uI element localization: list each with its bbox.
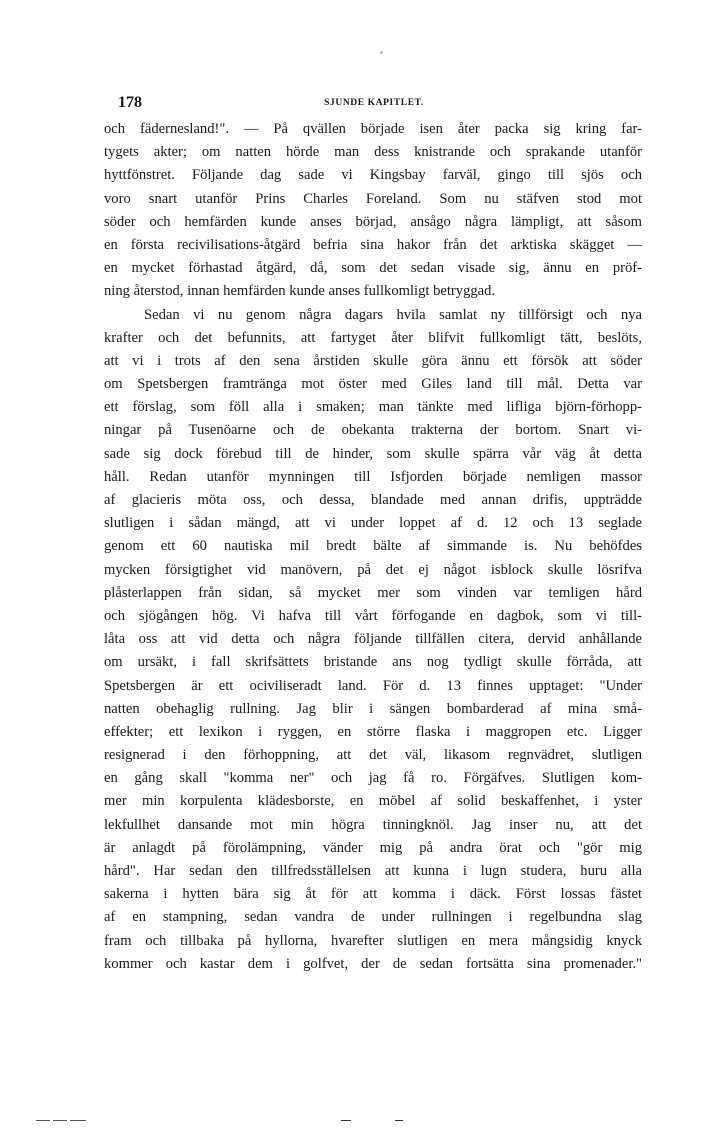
text-line: genom ett 60 nautiska mil bredt bälte af simmande is. Nu behöfdes — [104, 538, 642, 555]
scan-mark — [70, 1120, 86, 1121]
page-number: 178 — [118, 94, 142, 111]
ink-speck — [380, 51, 383, 54]
text-line: ning återstod, innan hemfärden kunde anses fullkomligt betryggad. — [104, 283, 496, 300]
text-line: tygets akter; om natten hörde man dess knistrande och sprakande utanför — [104, 144, 642, 161]
text-line: plåsterlappen från sidan, så mycket mer som vinden var temligen hård — [104, 584, 642, 601]
text-line: natten obehaglig rullning. Jag blir i sängen bombarderad af mina små- — [104, 700, 642, 717]
chapter-title: SJUNDE KAPITLET. — [324, 98, 424, 108]
text-line: af glacieris möta oss, och dessa, blandade med annan drifis, uppträdde — [104, 492, 642, 508]
text-line: Sedan vi nu genom några dagars hvila samlat ny tillförsigt och nya — [144, 306, 642, 323]
text-line: resignerad i den förhoppning, att det väl, likasom regnvädret, slutligen — [104, 747, 642, 764]
text-line: voro snart utanför Prins Charles Foreland. Som nu stäfven stod mot — [104, 190, 642, 207]
text-line: om ursäkt, i fall skrifsättets bristande ans nog tydligt skulle förråda, att — [104, 654, 642, 671]
text-line: Spetsbergen är ett ociviliseradt land. För d. 13 finnes upptaget: "Under — [104, 677, 642, 694]
text-line: slutligen i sådan mängd, att vi under loppet af d. 12 och 13 seglade — [104, 515, 642, 532]
body-text — [104, 118, 642, 976]
text-line: och fäderneslandǃ". — På qvällen började isen åter packa sig kring far- — [104, 121, 642, 137]
text-line: sade sig dock förebud till de hinder, som skulle spärra vår väg åt detta — [104, 445, 642, 462]
scan-mark — [36, 1120, 50, 1121]
text-line: sakerna i hytten bära sig åt för att komma i däck. Först lossas fästet — [104, 886, 642, 903]
text-line: kommer och kastar dem i golfvet, der de sedan fortsätta sina promenader." — [104, 955, 642, 972]
text-line: krafter och det befunnits, att fartyget åter blifvit fullkomligt tätt, beslöts, — [104, 329, 642, 346]
text-line: fram och tillbaka på hyllorna, hvarefter slutligen en mera mångsidig knyck — [104, 932, 642, 949]
running-head — [106, 94, 642, 114]
text-line: hård". Har sedan den tillfredsställelsen att kunna i lugn studera, huru alla — [104, 863, 642, 879]
text-line: ett förslag, som föll alla i smaken; man tänkte med lifliga björn-förhopp- — [104, 399, 642, 416]
text-line: låta oss att vid detta och några följande tillfällen citera, dervid anhållande — [104, 631, 642, 648]
text-line: af en stampning, sedan vandra de under rullningen i regelbundna slag — [104, 909, 642, 926]
text-line: håll. Redan utanför mynningen till Isfjorden började nemligen massor — [104, 468, 642, 485]
text-line: mycken försigtighet vid manövern, på det ej något isblock skulle lösrifva — [104, 561, 642, 578]
scan-mark — [395, 1120, 403, 1121]
text-line: att vi i trots af den sena årstiden skulle göra ännu ett försök att söder — [104, 352, 642, 369]
text-line: effekter; ett lexikon i ryggen, en större flaska i maggropen etc. Ligger — [104, 723, 642, 740]
text-line: ningar på Tusenöarne och de obekanta trakterna der bortom. Snart vi- — [104, 422, 642, 439]
text-line: söder och hemfärden kunde anses börjad, ansågo några lämpligt, att såsom — [104, 213, 642, 230]
text-line: är anlagdt på förolämpning, vänder mig på andra örat och "gör mig — [104, 839, 642, 856]
text-line: en första recivilisations-åtgärd befria sina hakor från det arktiska skägget — — [104, 236, 642, 253]
text-line: om Spetsbergen framtränga mot öster med Giles land till mål. Detta var — [104, 376, 642, 393]
text-line: lekfullhet dansande mot min högra tinningknöl. Jag inser nu, att det — [104, 816, 642, 833]
text-line: och sjögången hög. Vi hafva till vårt förfogande en dagbok, som vi till- — [104, 607, 642, 624]
scan-mark — [341, 1120, 351, 1121]
text-line: en gång skall "komma ner" och jag få ro. Förgäfves. Slutligen kom- — [104, 770, 642, 787]
text-line: hyttfönstret. Följande dag sade vi Kingsbay farväl, gingo till sjös och — [104, 167, 642, 184]
text-line: en mycket förhastad åtgärd, då, som det sedan visade sig, ännu en pröf- — [104, 260, 642, 277]
scan-mark — [53, 1120, 67, 1121]
text-line: mer min korpulenta klädesborste, en möbel af solid beskaffenhet, i yster — [104, 793, 642, 810]
